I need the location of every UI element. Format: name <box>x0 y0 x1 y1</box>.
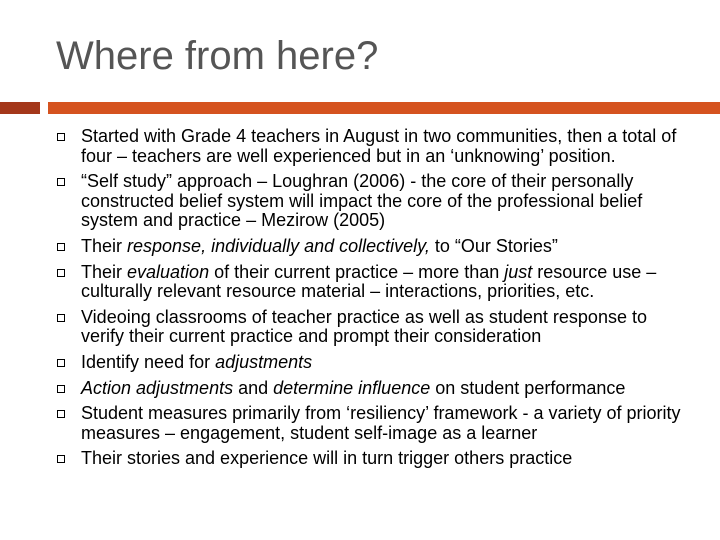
bullet-text-segment: “Self study” approach – Loughran (2006) - the core of their personally constructed belief system will impact the core of the professional belief system and practice – Mezirow (2005) <box>81 171 643 231</box>
bullet-list <box>0 127 720 475</box>
bullet-text-segment: and <box>233 377 274 398</box>
bullet-item <box>0 449 691 469</box>
bullet-text-segment: adjustments <box>215 351 313 372</box>
bullet-item <box>0 263 691 302</box>
bullet-item <box>0 237 691 257</box>
bullet-text-segment: to “Our Stories” <box>429 235 558 256</box>
hollow-square-bullet-icon <box>57 455 65 463</box>
bullet-item <box>0 127 691 166</box>
bullet-text-segment: Started with Grade 4 teachers in August in two communities, then a total of four – teachers are well experienced but in an ‘unknowing’ position. <box>81 126 677 166</box>
bullet-text-segment: determine influence <box>273 377 431 398</box>
title-rule-left <box>0 102 40 114</box>
bullet-item <box>0 353 691 373</box>
title-rule <box>48 102 720 114</box>
bullet-text-segment: Their <box>81 235 128 256</box>
bullet-text-segment: resource use – culturally relevant resource material – interactions, priorities, etc. <box>81 261 657 302</box>
bullet-text-segment: evaluation <box>127 261 210 282</box>
bullet-text-segment: Student measures primarily from ‘resiliency’ framework - a variety of priority measures – engagement, student self-image as a learner <box>81 403 681 443</box>
hollow-square-bullet-icon <box>57 178 65 186</box>
slide-title: Where from here? <box>56 34 379 78</box>
bullet-text-segment: Action adjustments <box>81 377 234 398</box>
bullet-text-segment: response, individually and collectively, <box>127 235 430 256</box>
hollow-square-bullet-icon <box>57 243 65 251</box>
bullet-item <box>0 172 691 231</box>
hollow-square-bullet-icon <box>57 359 65 367</box>
hollow-square-bullet-icon <box>57 133 65 141</box>
hollow-square-bullet-icon <box>57 314 65 322</box>
hollow-square-bullet-icon <box>57 410 65 418</box>
hollow-square-bullet-icon <box>57 269 65 277</box>
bullet-item <box>0 308 691 347</box>
bullet-text-segment: just <box>504 261 533 282</box>
bullet-text-segment: Their stories and experience will in turn trigger others practice <box>81 448 573 469</box>
bullet-text-segment: Videoing classrooms of teacher practice as well as student response to verify their current practice and prompt their consideration <box>81 306 647 347</box>
bullet-text-segment: Their <box>81 261 128 282</box>
bullet-item <box>0 404 691 443</box>
hollow-square-bullet-icon <box>57 385 65 393</box>
bullet-text-segment: on student performance <box>430 377 626 398</box>
bullet-text-segment: of their current practice – more than <box>209 261 505 282</box>
bullet-text-segment: Identify need for <box>81 351 216 372</box>
bullet-item <box>0 379 691 399</box>
